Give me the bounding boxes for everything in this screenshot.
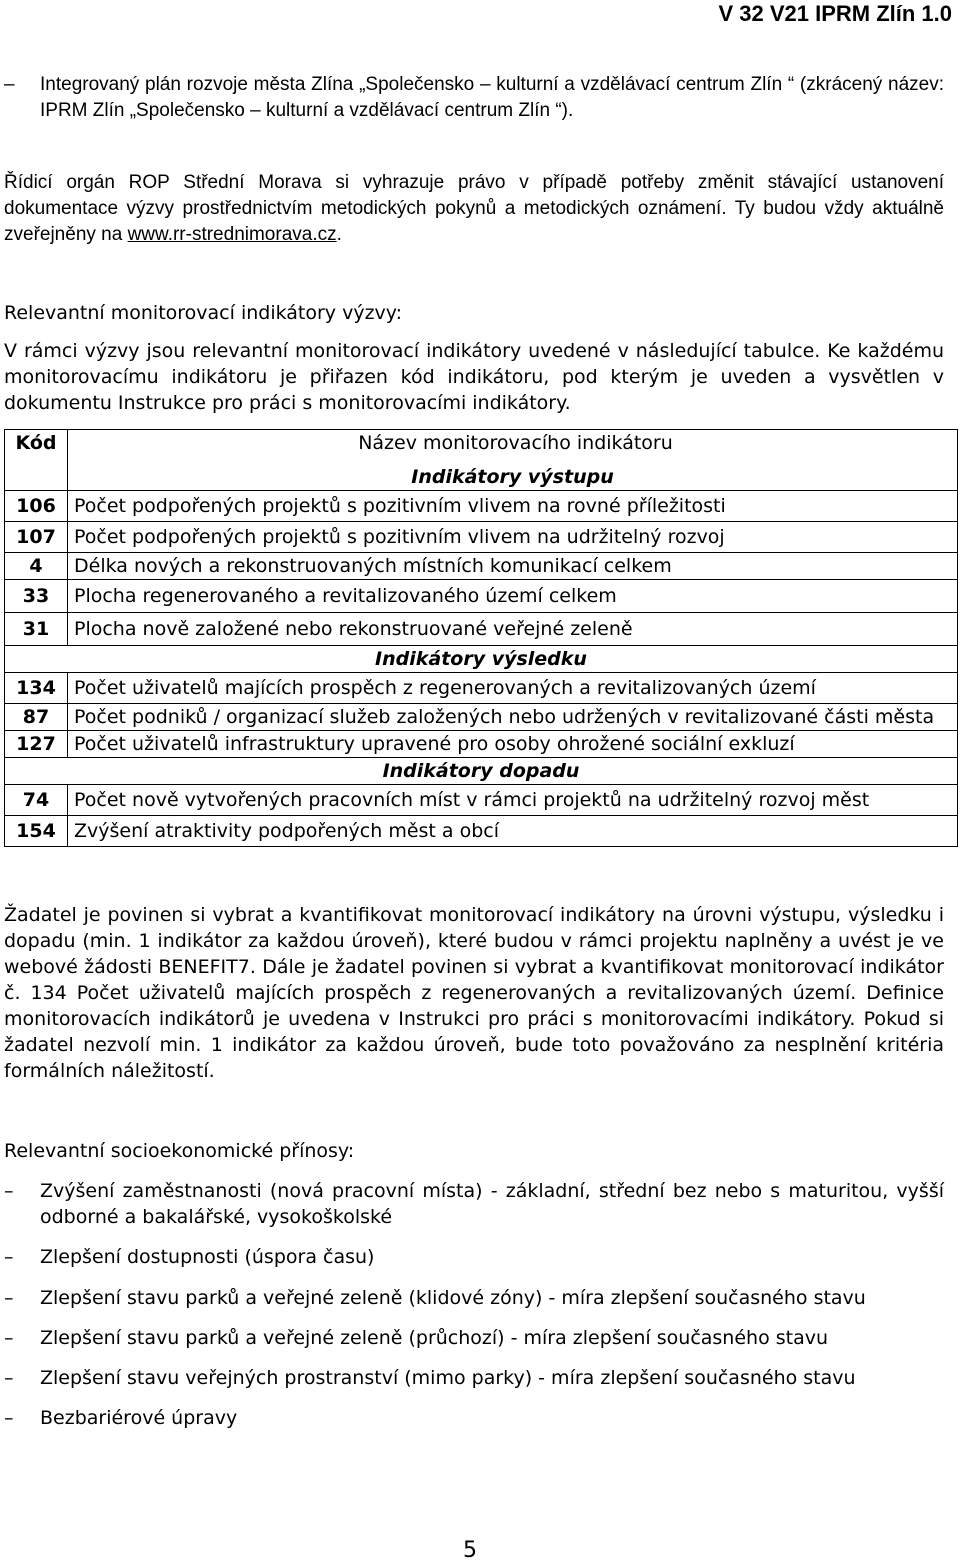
indicator-code: 33 — [5, 580, 68, 613]
socio-item-text: Zlepšení dostupnosti (úspora času) — [40, 1246, 375, 1268]
dash-bullet: – — [4, 1180, 14, 1202]
column-header-name: Název monitorovacího indikátoru — [68, 430, 958, 465]
indicator-code: 127 — [5, 731, 68, 758]
dash-bullet: – — [4, 1407, 14, 1429]
indicator-name: Délka nových a rekonstruovaných místních komunikací celkem — [68, 553, 958, 580]
socio-list-item — [4, 1178, 944, 1230]
applicant-paragraph: Žadatel je povinen si vybrat a kvantifikovat monitorovací indikátory na úrovni výstupu, výsledku i dopadu (min. 1 indikátor za každou úroveň), které budou v rámci projektu naplněny a uvést je ve webové žádosti BENEFIT7. Dále je žadatel povinen si vybrat a kvantifikovat monitorovací indikátor č. 134 Počet uživatelů majících prospěch z regenerovaných a revitalizovaných území. Definice monitorovacích indikátorů je uvedena v Instrukci pro práci s monitorovacími indikátory. Pokud si žadatel nezvolí min. 1 indikátor za každou úroveň, bude toto považováno za nesplnění kritéria formálních náležitostí. — [4, 904, 944, 1082]
socio-list-item — [4, 1365, 944, 1391]
indicator-name: Plocha nově založené nebo rekonstruované veřejné zeleně — [68, 613, 958, 646]
indicator-name: Počet podniků / organizací služeb založených nebo udržených v revitalizované části města — [68, 704, 958, 731]
document-header-title: V 32 V21 IPRM Zlín 1.0 — [718, 1, 952, 26]
indicator-name: Počet uživatelů majících prospěch z regenerovaných a revitalizovaných území — [68, 673, 958, 704]
table-row — [5, 704, 958, 731]
table-row — [5, 522, 958, 553]
rop-paragraph — [4, 170, 944, 248]
group-row-result — [5, 646, 958, 673]
indicator-name: Zvýšení atraktivity podpořených měst a obcí — [68, 816, 958, 847]
group-title-impact: Indikátory dopadu — [5, 758, 958, 785]
monitoring-heading: Relevantní monitorovací indikátory výzvy: — [4, 302, 403, 324]
indicator-code: 74 — [5, 785, 68, 816]
page-number: 5 — [463, 1538, 477, 1563]
rop-paragraph-text: Řídicí orgán ROP Střední Morava si vyhrazuje právo v případě potřeby změnit stávající ustanovení dokumentace výzvy prostřednictvím metodických pokynů a metodických oznámení. Ty budou vždy aktuálně zveřejněny na — [4, 172, 944, 245]
table-row — [5, 553, 958, 580]
group-title-result: Indikátory výsledku — [5, 646, 958, 673]
table-row — [5, 731, 958, 758]
socio-item-text: Zlepšení stavu parků a veřejné zeleně (průchozí) - míra zlepšení současného stavu — [40, 1327, 829, 1349]
monitoring-paragraph: V rámci výzvy jsou relevantní monitorovací indikátory uvedené v následující tabulce. Ke každému monitorovacímu indikátoru je přiřazen kód indikátoru, pod kterým je uveden a vysvětlen v dokumentu Instrukce pro práci s monitorovacími indikátory. — [4, 340, 944, 414]
dash-bullet: – — [4, 1246, 14, 1268]
indicator-name: Počet podpořených projektů s pozitivním vlivem na rovné příležitosti — [68, 491, 958, 522]
indicator-code: 87 — [5, 704, 68, 731]
socio-item-text: Bezbariérové úpravy — [40, 1407, 238, 1429]
table-row — [5, 816, 958, 847]
table-row — [5, 673, 958, 704]
group-row-impact — [5, 758, 958, 785]
intro-text: Integrovaný plán rozvoje města Zlína „Společensko – kulturní a vzdělávací centrum Zlín “ (zkrácený název: IPRM Zlín „Společensko – kulturní a vzdělávací centrum Zlín “). — [40, 74, 944, 121]
indicator-code: 106 — [5, 491, 68, 522]
socio-item-text: Zlepšení stavu veřejných prostranství (mimo parky) - míra zlepšení současného stavu — [40, 1367, 856, 1389]
table-row — [5, 785, 958, 816]
socio-item-text: Zlepšení stavu parků a veřejné zeleně (klidové zóny) - míra zlepšení současného stavu — [40, 1287, 866, 1309]
dash-bullet: – — [4, 74, 15, 95]
socio-list-item — [4, 1325, 944, 1351]
dash-bullet: – — [4, 1367, 14, 1389]
indicator-code: 4 — [5, 553, 68, 580]
rop-paragraph-end: . — [336, 224, 342, 245]
indicator-name: Počet uživatelů infrastruktury upravené pro osoby ohrožené sociální exkluzí — [68, 731, 958, 758]
socio-item-text: Zvýšení zaměstnanosti (nová pracovní místa) - základní, střední bez nebo s maturitou, vyšší odborné a bakalářské, vysokoškolské — [40, 1180, 944, 1228]
table-row — [5, 613, 958, 646]
dash-bullet: – — [4, 1287, 14, 1309]
group-row-output — [5, 464, 958, 491]
socio-list-item — [4, 1285, 944, 1311]
socio-list-item — [4, 1405, 944, 1431]
dash-bullet: – — [4, 1327, 14, 1349]
table-row — [5, 580, 958, 613]
indicator-code: 31 — [5, 613, 68, 646]
indicator-table — [4, 429, 958, 847]
indicator-code: 107 — [5, 522, 68, 553]
rop-website-link[interactable]: www.rr-strednimorava.cz — [127, 224, 337, 245]
indicator-code: 154 — [5, 816, 68, 847]
socio-heading: Relevantní socioekonomické přínosy: — [4, 1140, 355, 1162]
indicator-name: Počet nově vytvořených pracovních míst v rámci projektů na udržitelný rozvoj měst — [68, 785, 958, 816]
socio-list-item — [4, 1244, 944, 1270]
indicator-name: Plocha regenerovaného a revitalizovaného území celkem — [68, 580, 958, 613]
table-header-row — [5, 430, 958, 465]
column-header-code: Kód — [5, 430, 68, 491]
indicator-code: 134 — [5, 673, 68, 704]
intro-list-item — [4, 72, 944, 124]
group-title-output: Indikátory výstupu — [68, 464, 958, 491]
indicator-name: Počet podpořených projektů s pozitivním vlivem na udržitelný rozvoj — [68, 522, 958, 553]
table-row — [5, 491, 958, 522]
